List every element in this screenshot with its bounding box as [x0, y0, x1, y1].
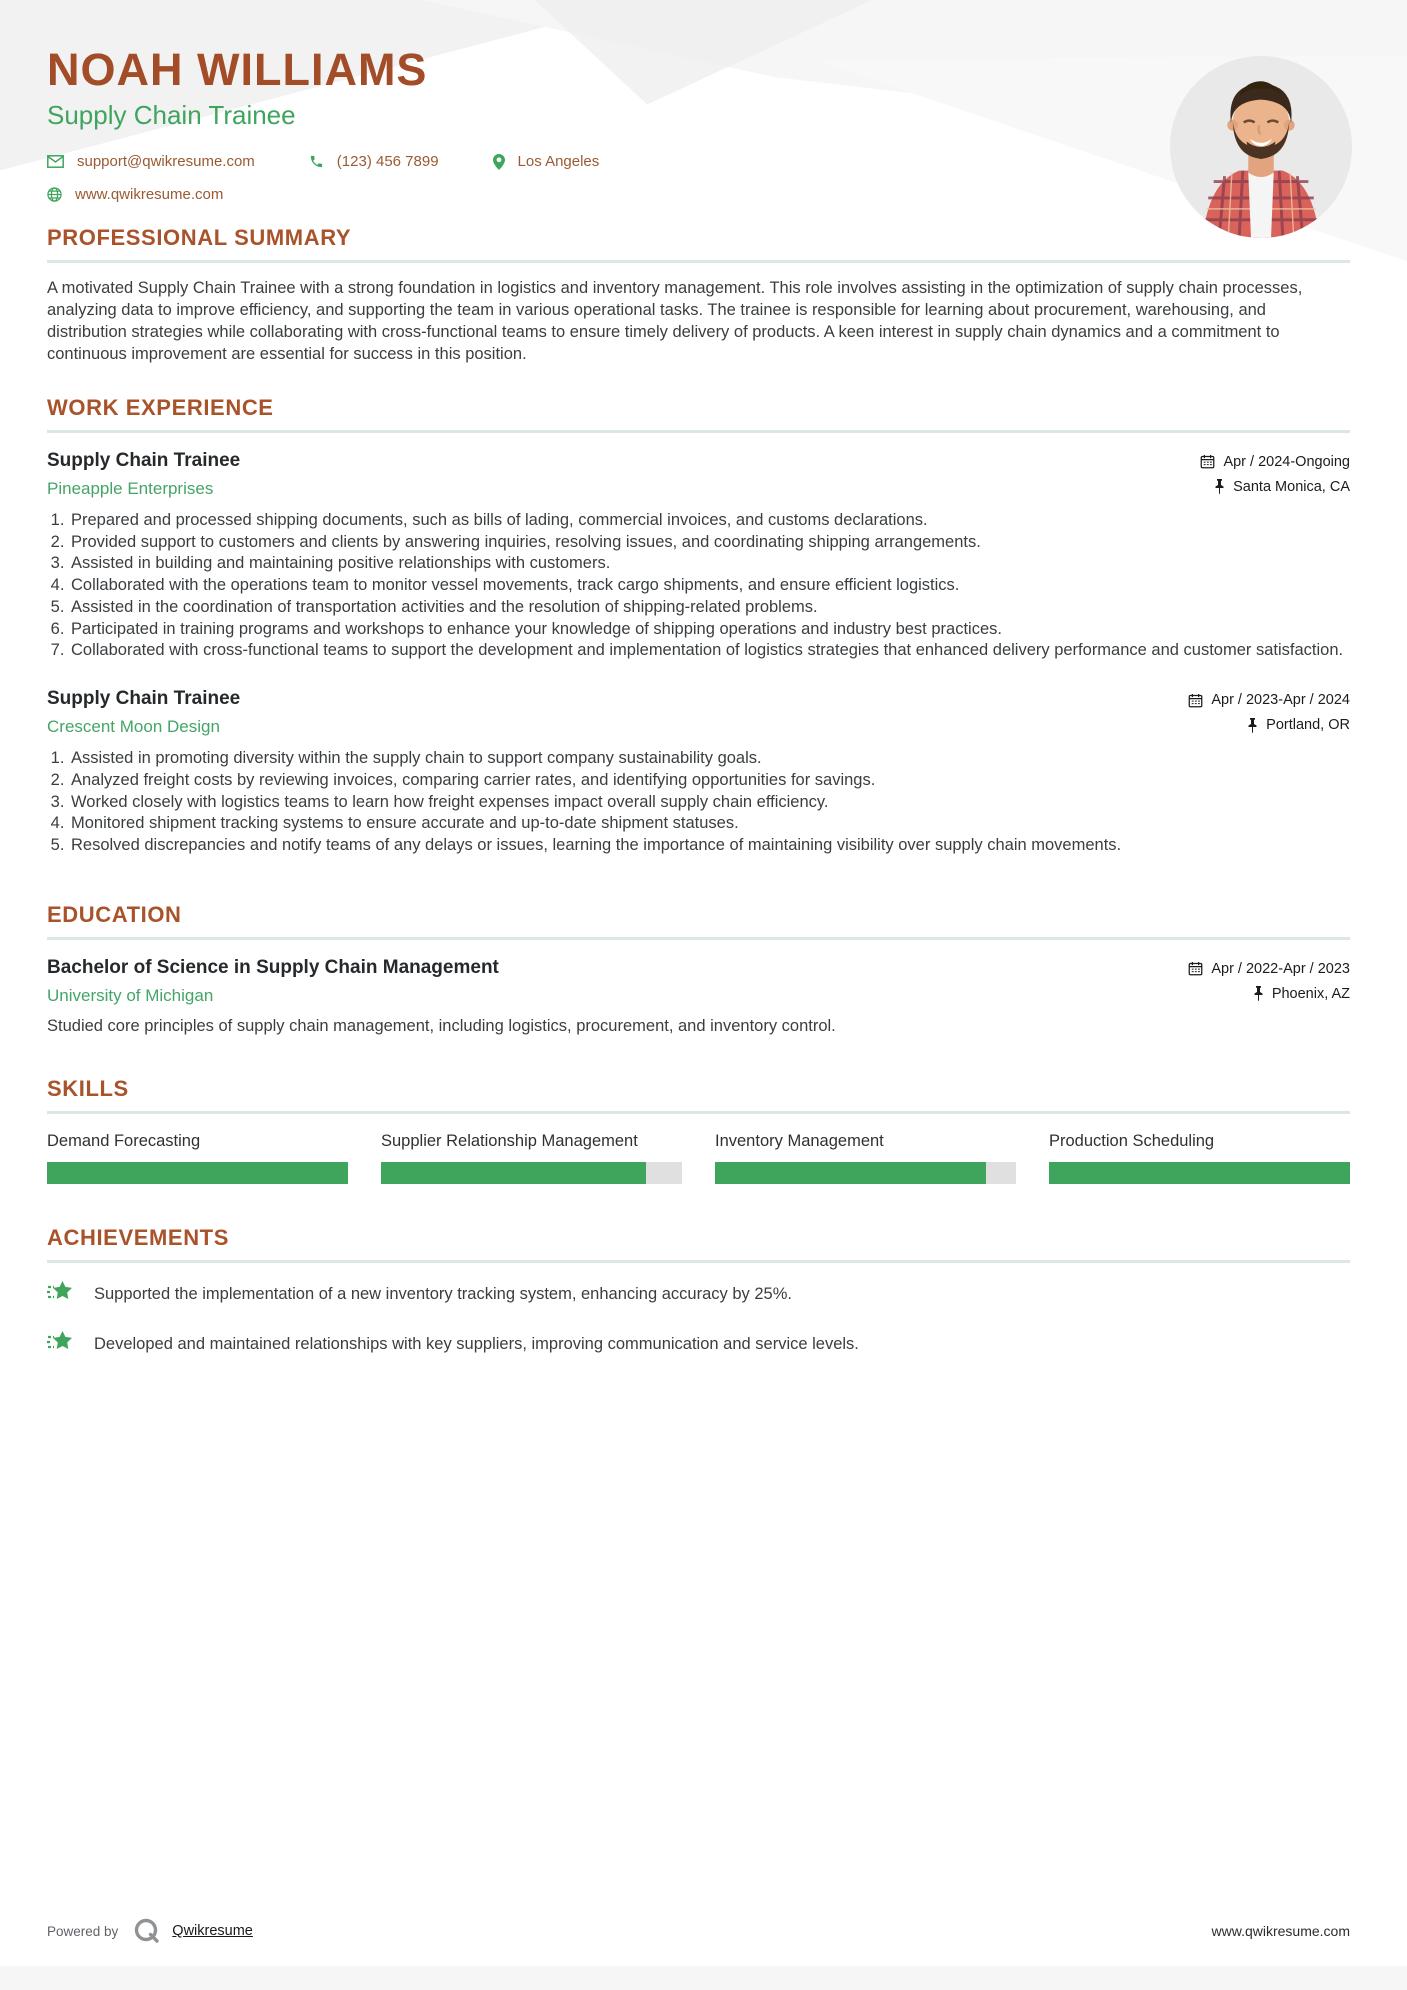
- job-company: Crescent Moon Design: [47, 717, 220, 737]
- avatar-illustration: [1170, 56, 1352, 238]
- pushpin-icon: [1214, 479, 1225, 494]
- job-bullet: 5. Resolved discrepancies and notify teams of any delays or issues, learning the importance of maintaining visibility over supply chain movements.: [69, 835, 1350, 857]
- pushpin-icon: [1247, 718, 1258, 733]
- skill-label: Production Scheduling: [1049, 1131, 1215, 1150]
- job-bullet: 1. Prepared and processed shipping documents, such as bills of lading, commercial invoices, and customs declarations.: [69, 510, 1350, 532]
- skill-bar: [715, 1162, 1016, 1184]
- job-dates-text: Apr / 2024-Ongoing: [1223, 453, 1350, 470]
- achievements-heading: ACHIEVEMENTS: [47, 1225, 229, 1251]
- skill-label: Inventory Management: [715, 1131, 884, 1150]
- footer-brand-link[interactable]: Qwikresume: [172, 1923, 253, 1939]
- summary-text: A motivated Supply Chain Trainee with a strong foundation in logistics and inventory management. This role involves assisting in the optimization of supply chain processes, analyzing data to improve efficiency, and supporting the team in various operational tasks. The trainee is responsible for learning about procurement, warehousing, and distribution strategies while collaborating with cross-functional teams to ensure timely delivery of products. A keen interest in supply chain dynamics and a commitment to continuous improvement are essential for success in this position.: [47, 279, 1303, 363]
- job-location: [1188, 717, 1350, 733]
- achievement-text: Supported the implementation of a new inventory tracking system, enhancing accuracy by 25%.: [94, 1285, 792, 1304]
- achievements-list: [47, 1282, 1350, 1359]
- section-education: [47, 902, 1350, 1036]
- star-icon: [47, 1280, 73, 1309]
- skill-bar: [47, 1162, 348, 1184]
- job-bullet: 7. Collaborated with cross-functional teams to support the development and implementation of logistics strategies that enhanced delivery performance and customer satisfaction.: [69, 640, 1350, 662]
- job-bullet: 2. Analyzed freight costs by reviewing invoices, comparing carrier rates, and identifying opportunities for savings.: [69, 770, 1350, 792]
- calendar-icon: [1200, 454, 1215, 469]
- footer: [0, 1916, 1407, 1946]
- education-location: [1188, 986, 1350, 1002]
- education-location-text: Phoenix, AZ: [1271, 985, 1350, 1002]
- pushpin-icon: [1253, 986, 1264, 1001]
- job-bullet: 4. Monitored shipment tracking systems to ensure accurate and up-to-date shipment statuses.: [69, 813, 1350, 835]
- calendar-icon: [1188, 693, 1203, 708]
- email-text: support@qwikresume.com: [77, 153, 255, 171]
- header: [0, 0, 1407, 215]
- job-bullet: 3. Worked closely with logistics teams to learn how freight expenses impact overall supply chain efficiency.: [69, 792, 1350, 814]
- skills-heading: SKILLS: [47, 1075, 129, 1101]
- globe-icon: [47, 187, 62, 202]
- calendar-icon: [1188, 961, 1203, 976]
- contact-website[interactable]: [47, 186, 223, 203]
- qwikresume-logo: [132, 1916, 162, 1946]
- job-bullet: 3. Assisted in building and maintaining positive relationships with customers.: [69, 553, 1350, 575]
- contact-row: [47, 153, 1350, 170]
- skill-item: [1049, 1131, 1350, 1184]
- footer-website-link[interactable]: www.qwikresume.com: [1211, 1923, 1350, 1939]
- job-location-text: Portland, OR: [1266, 717, 1350, 734]
- star-icon: [47, 1330, 73, 1359]
- mail-icon: [47, 155, 64, 168]
- job-entry-1: [47, 450, 1350, 499]
- section-professional-summary: [47, 225, 1350, 366]
- section-achievements: [47, 1225, 1350, 1359]
- job-title: Supply Chain Trainee: [47, 449, 241, 471]
- candidate-title: Supply Chain Trainee: [47, 100, 296, 131]
- education-dates: [1188, 961, 1350, 977]
- website-text: www.qwikresume.com: [75, 186, 224, 204]
- job-bullet: 2. Provided support to customers and clients by answering inquiries, resolving issues, and coordinating shipping arrangements.: [69, 532, 1350, 554]
- phone-text: (123) 456 7899: [336, 153, 439, 171]
- skills-grid: [47, 1131, 1350, 1184]
- skill-bar: [1049, 1162, 1350, 1184]
- skill-label: Demand Forecasting: [47, 1131, 201, 1150]
- location-pin-icon: [493, 154, 505, 170]
- contact-location: [493, 153, 600, 170]
- job-bullet: 6. Participated in training programs and workshops to enhance your knowledge of shipping operations and industry best practices.: [69, 619, 1350, 641]
- contact-row-2: [47, 186, 1350, 203]
- job-bullet: 1. Assisted in promoting diversity within the supply chain to support company sustainability goals.: [69, 748, 1350, 770]
- divider: [47, 1260, 1350, 1263]
- education-heading: EDUCATION: [47, 901, 182, 927]
- bottom-strip: [0, 1966, 1407, 1990]
- job-bullet-list: [47, 510, 1350, 662]
- contact-email[interactable]: [47, 153, 255, 170]
- section-work-experience: [47, 395, 1350, 857]
- education-description: Studied core principles of supply chain management, including logistics, procurement, and inventory control.: [47, 1016, 836, 1035]
- job-title: Supply Chain Trainee: [47, 688, 241, 710]
- section-skills: [47, 1076, 1350, 1184]
- education-dates-text: Apr / 2022-Apr / 2023: [1211, 960, 1350, 977]
- job-bullet-list: [47, 748, 1350, 857]
- avatar: [1170, 56, 1352, 238]
- divider: [47, 937, 1350, 940]
- job-bullet: 4. Collaborated with the operations team to monitor vessel movements, track cargo shipments, and ensure efficient logistics.: [69, 575, 1350, 597]
- contact-phone[interactable]: [309, 153, 439, 170]
- job-location-text: Santa Monica, CA: [1233, 478, 1350, 495]
- achievement-item: [47, 1282, 1350, 1309]
- achievement-text: Developed and maintained relationships with key suppliers, improving communication and service levels.: [94, 1335, 859, 1354]
- powered-by-label: Powered by: [47, 1923, 119, 1939]
- work-heading: WORK EXPERIENCE: [47, 394, 274, 420]
- job-dates: [1188, 692, 1350, 708]
- phone-icon: [309, 154, 324, 169]
- divider: [47, 260, 1350, 263]
- school-name: University of Michigan: [47, 985, 214, 1005]
- location-text: Los Angeles: [517, 153, 600, 171]
- skill-label: Supplier Relationship Management: [381, 1131, 638, 1150]
- skill-bar: [381, 1162, 682, 1184]
- skill-item: [381, 1131, 682, 1184]
- achievement-item: [47, 1332, 1350, 1359]
- job-bullet: 5. Assisted in the coordination of transportation activities and the resolution of shipping-related problems.: [69, 597, 1350, 619]
- divider: [47, 430, 1350, 433]
- job-dates-text: Apr / 2023-Apr / 2024: [1211, 692, 1350, 709]
- degree-title: Bachelor of Science in Supply Chain Management: [47, 956, 499, 978]
- job-dates: [1200, 454, 1350, 470]
- summary-heading: PROFESSIONAL SUMMARY: [47, 225, 352, 250]
- job-entry-2: [47, 688, 1350, 737]
- candidate-name: NOAH WILLIAMS: [47, 44, 428, 95]
- divider: [47, 1111, 1350, 1114]
- job-location: [1200, 479, 1350, 495]
- skill-item: [47, 1131, 348, 1184]
- education-entry: [47, 957, 1350, 1006]
- job-company: Pineapple Enterprises: [47, 478, 214, 498]
- skill-item: [715, 1131, 1016, 1184]
